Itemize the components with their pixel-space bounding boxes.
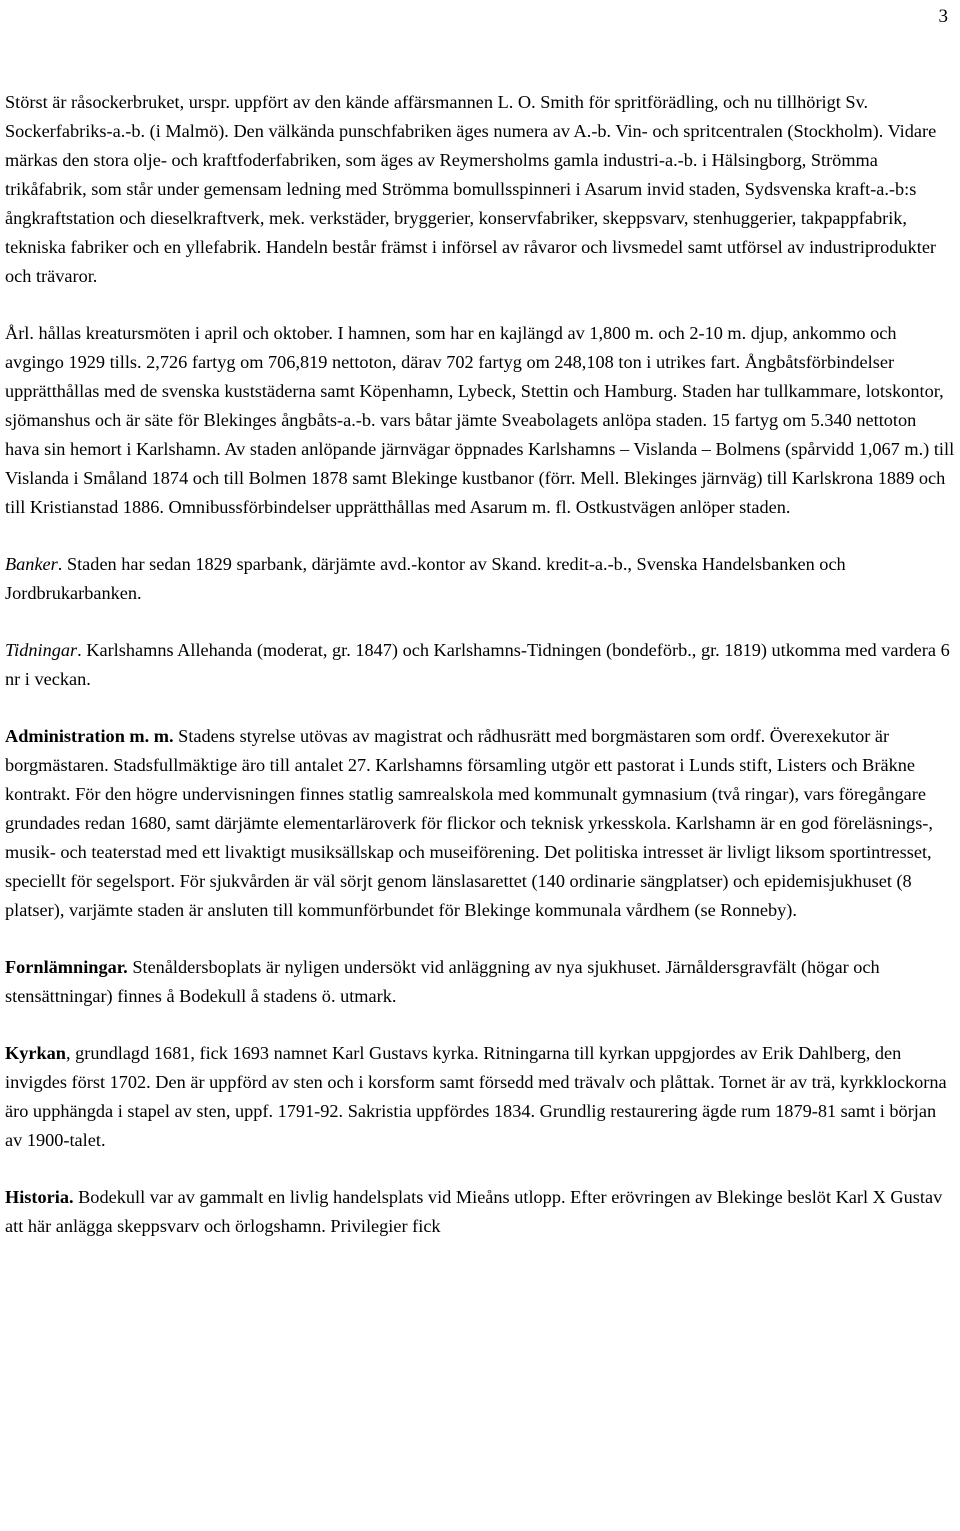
heading-newspapers: Tidningar	[5, 640, 78, 660]
paragraph-history-text: Bodekull var av gammalt en livlig handelsplats vid Mieåns utlopp. Efter erövringen av Blekinge beslöt Karl X Gustav att här anlägga skeppsvarv och örlogshamn. Privilegier fick	[5, 1187, 943, 1236]
paragraph-trade-harbour	[5, 319, 955, 522]
paragraph-industry-text: Störst är råsockerbruket, urspr. uppfört av den kände affärsmannen L. O. Smith för spritförädling, och nu tillhörigt Sv. Sockerfabriks-a.-b. (i Malmö). Den välkända punschfabriken äges numera av A.-b. Vin- och spritcentralen (Stockholm). Vidare märkas den stora olje- och kraftfoderfabriken, som äges av Reymersholms gamla industri-a.-b. i Hälsingborg, Strömma trikåfabrik, som står under gemensam ledning med Strömma bomullsspinneri i Asarum invid staden, Sydsvenska kraft-a.-b:s ångkraftstation och dieselkraftverk, mek. verkstäder, bryggerier, konservfabriker, skeppsvarv, stenhuggerier, takpappfabrik, tekniska fabriker och en yllefabrik. Handeln består främst i införsel av råvaror och livsmedel samt utförsel av industriprodukter och trävaror.	[5, 92, 937, 286]
paragraph-church-text: , grundlagd 1681, fick 1693 namnet Karl Gustavs kyrka. Ritningarna till kyrkan uppgjordes av Erik Dahlberg, den invigdes först 1702. Den är uppförd av sten och i korsform samt försedd med trävalv och plåttak. Tornet är av trä, kyrkklockorna äro upphängda i stapel av sten, uppf. 1791-92. Sakristia uppfördes 1834. Grundlig restaurering ägde rum 1879-81 samt i början av 1900-talet.	[5, 1043, 947, 1150]
heading-history: Historia.	[5, 1187, 74, 1207]
paragraph-church	[5, 1039, 955, 1155]
paragraph-trade-harbour-text: Årl. hållas kreatursmöten i april och oktober. I hamnen, som har en kajlängd av 1,800 m. och 2-10 m. djup, ankommo och avgingo 1929 tills. 2,726 fartyg om 706,819 nettoton, därav 702 fartyg om 248,108 ton i utrikes fart. Ångbåtsförbindelser upprätthållas med de svenska kuststäderna samt Köpenhamn, Lybeck, Stettin och Hamburg. Staden har tullkammare, lotskontor, sjömanshus och är säte för Blekinges ångbåts-a.-b. vars båtar jämte Sveabolagets anlöpa staden. 15 fartyg om 5.340 nettoton hava sin hemort i Karlshamn. Av staden anlöpande järnvägar öppnades Karlshamns – Vislanda – Bolmens (spårvidd 1,067 m.) till Vislanda i Småland 1874 och till Bolmen 1878 samt Blekinge kustbanor (förr. Mell. Blekinges järnväg) till Karlskrona 1889 och till Kristianstad 1886. Omnibussförbindelser upprätthållas med Asarum m. fl. Ostkustvägen anlöper staden.	[5, 323, 955, 517]
paragraph-administration-text: Stadens styrelse utövas av magistrat och rådhusrätt med borgmästaren som ordf. Överexekutor är borgmästaren. Stadsfullmäktige äro till antalet 27. Karlshamns församling utgör ett pastorat i Lunds stift, Listers och Bräkne kontrakt. För den högre undervisningen finnes statlig samrealskola med kommunalt gymnasium (två ringar), vars föregångare grundades redan 1680, samt därjämte elementarläroverk för flickor och teknisk yrkesskola. Karlshamn är en god föreläsnings-, musik- och teaterstad med ett livaktigt musiksällskap och museiförening. Det politiska intresset är livligt liksom sportintresset, speciellt för segelsport. För sjukvården är väl sörjt genom länslasarettet (140 ordinarie sängplatser) och epidemisjukhuset (8 platser), varjämte staden är ansluten till kommunförbundet för Blekinge kommunala vårdhem (se Ronneby).	[5, 726, 933, 920]
paragraph-banks	[5, 550, 955, 608]
heading-banks: Banker	[5, 554, 58, 574]
paragraph-newspapers	[5, 636, 955, 694]
document-body	[5, 88, 955, 1241]
page-number: 3	[938, 6, 948, 27]
paragraph-history	[5, 1183, 955, 1241]
paragraph-industry	[5, 88, 955, 291]
heading-administration: Administration m. m.	[5, 726, 174, 746]
heading-ancient-remains: Fornlämningar.	[5, 957, 128, 977]
paragraph-administration	[5, 722, 955, 925]
heading-church: Kyrkan	[5, 1043, 66, 1063]
paragraph-ancient-remains	[5, 953, 955, 1011]
paragraph-banks-text: . Staden har sedan 1829 sparbank, därjämte avd.-kontor av Skand. kredit-a.-b., Svenska Handelsbanken och Jordbrukarbanken.	[5, 554, 846, 603]
paragraph-newspapers-text: . Karlshamns Allehanda (moderat, gr. 1847) och Karlshamns-Tidningen (bondeförb., gr. 1819) utkomma med vardera 6 nr i veckan.	[5, 640, 950, 689]
paragraph-ancient-remains-text: Stenåldersboplats är nyligen undersökt vid anläggning av nya sjukhuset. Järnåldersgravfält (högar och stensättningar) finnes å Bodekull å stadens ö. utmark.	[5, 957, 880, 1006]
